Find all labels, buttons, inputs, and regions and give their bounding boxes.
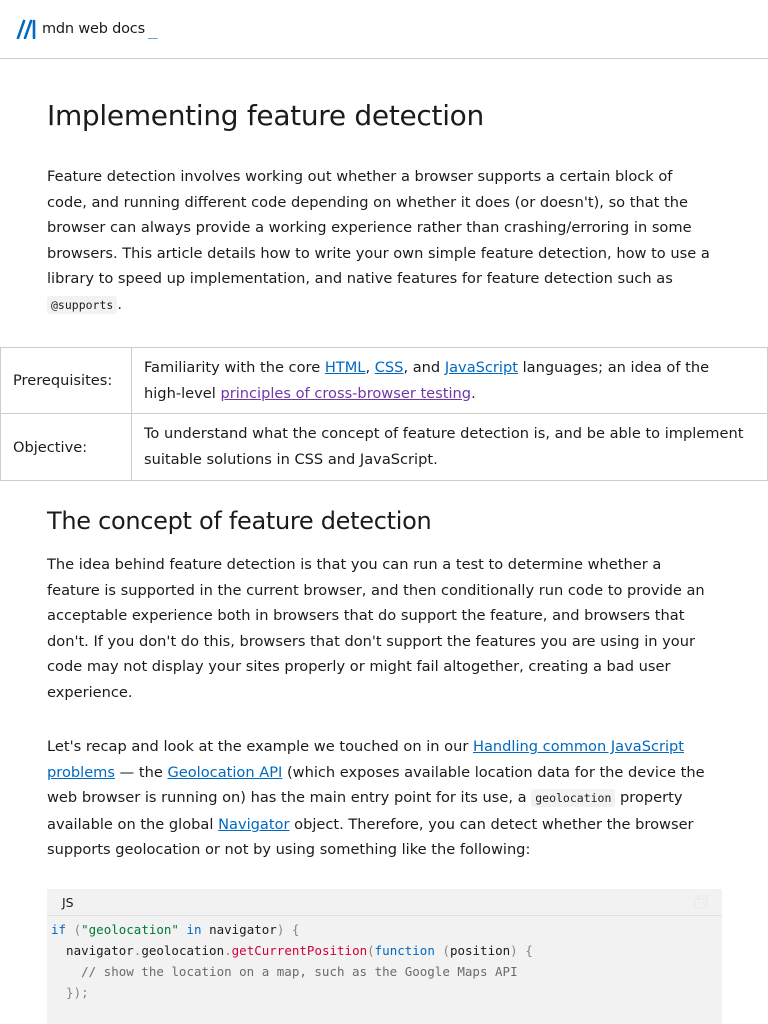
intro-end: . xyxy=(117,295,122,313)
logo-text: mdn web docs xyxy=(42,21,145,37)
intro-line: library to speed up implementation, and native features for feature detection such as xyxy=(47,270,673,288)
objective-value xyxy=(132,414,768,480)
recap-text: (which exposes available location data for the device the xyxy=(282,763,705,781)
intro-line: browser can always provide a working experience rather than crashing/erroring in some xyxy=(47,219,692,237)
intro-line: Feature detection involves working out whether a browser supports a certain block of xyxy=(47,168,673,185)
recap-line: supports geolocation or not by using something like the following: xyxy=(47,841,531,859)
recap-line xyxy=(47,734,727,760)
concept-line: The idea behind feature detection is that you can run a test to determine whether a xyxy=(47,556,662,573)
recap-text: available on the global xyxy=(47,815,219,833)
recap-text: web browser is running on) has the main entry point for its use, a xyxy=(47,789,532,807)
concept-line: experience. xyxy=(47,683,133,701)
recap-text: object. Therefore, you can detect whether the browser xyxy=(289,815,694,833)
prerequisites-label: Prerequisites: xyxy=(0,348,132,413)
recap-line xyxy=(47,785,727,812)
objective-line: suitable solutions in CSS and JavaScript. xyxy=(144,450,438,468)
prereq-sep: , and xyxy=(403,359,445,376)
recap-text: — the xyxy=(115,763,168,781)
prereq-text: Familiarity with the core xyxy=(144,359,325,376)
concept-line: feature is supported in the current browser, and then conditionally run code to provide an xyxy=(47,581,705,599)
code-language-label: JS xyxy=(62,894,74,910)
concept-line: acceptable experience both in browsers that do support the feature, and browsers that xyxy=(47,607,685,625)
logo-underscore: _ xyxy=(147,19,158,39)
code-header xyxy=(47,889,722,916)
prereq-text: languages; an idea of the xyxy=(517,359,710,376)
copy-button[interactable] xyxy=(692,894,710,910)
objective-label: Objective: xyxy=(0,414,132,480)
page-title: Implementing feature detection xyxy=(47,99,484,132)
intro-line xyxy=(47,292,727,319)
javascript-link[interactable]: JavaScript xyxy=(444,359,518,376)
intro-paragraph xyxy=(47,164,727,319)
handling-js-problems-link[interactable]: Handling common JavaScript xyxy=(472,738,685,755)
prereq-sep: , xyxy=(365,359,375,376)
prerequisites-table xyxy=(0,347,768,481)
recap-line xyxy=(47,760,727,786)
recap-text: property xyxy=(615,789,683,807)
recap-paragraph xyxy=(47,734,727,863)
prerequisites-value xyxy=(132,348,768,413)
prereq-text: high-level xyxy=(144,384,221,402)
section-heading: The concept of feature detection xyxy=(47,507,432,535)
intro-line: browsers. This article details how to write your own simple feature detection, how to use a xyxy=(47,244,710,262)
recap-text: Let's recap and look at the example we touched on in our xyxy=(47,738,473,755)
geolocation-api-link[interactable]: Geolocation API xyxy=(167,763,283,781)
navigator-link[interactable]: Navigator xyxy=(218,815,290,833)
objective-line: To understand what the concept of feature detection is, and be able to implement xyxy=(144,425,744,442)
handling-js-problems-link-cont[interactable]: problems xyxy=(47,763,115,781)
site-header xyxy=(0,0,768,59)
objective-row xyxy=(0,414,768,481)
prerequisites-row xyxy=(0,348,768,414)
recap-line xyxy=(47,812,727,838)
copy-icon xyxy=(694,895,708,909)
css-link[interactable]: CSS xyxy=(374,359,404,376)
mdn-logo-icon xyxy=(16,19,38,39)
concept-line: don't. If you don't do this, browsers that don't support the features you are using in your xyxy=(47,632,695,650)
concept-paragraph xyxy=(47,552,727,706)
mdn-logo-link[interactable] xyxy=(16,19,158,39)
code-example xyxy=(47,889,722,1024)
concept-line: code may not display your sites properly or might fail altogether, creating a bad user xyxy=(47,658,671,676)
supports-code: @supports xyxy=(47,296,117,314)
html-link[interactable]: HTML xyxy=(324,359,366,376)
code-content: if ("geolocation" in navigator) { navigator.geolocation.getCurrentPosition(function (position) { // show the location on a map, such as the Google Maps API }); xyxy=(51,922,533,1000)
prereq-end: . xyxy=(471,384,476,402)
cross-browser-testing-link[interactable]: principles of cross-browser testing xyxy=(220,384,472,402)
geolocation-code: geolocation xyxy=(531,789,615,807)
intro-line: code, and running different code depending on whether it does (or doesn't), so that the xyxy=(47,193,688,211)
